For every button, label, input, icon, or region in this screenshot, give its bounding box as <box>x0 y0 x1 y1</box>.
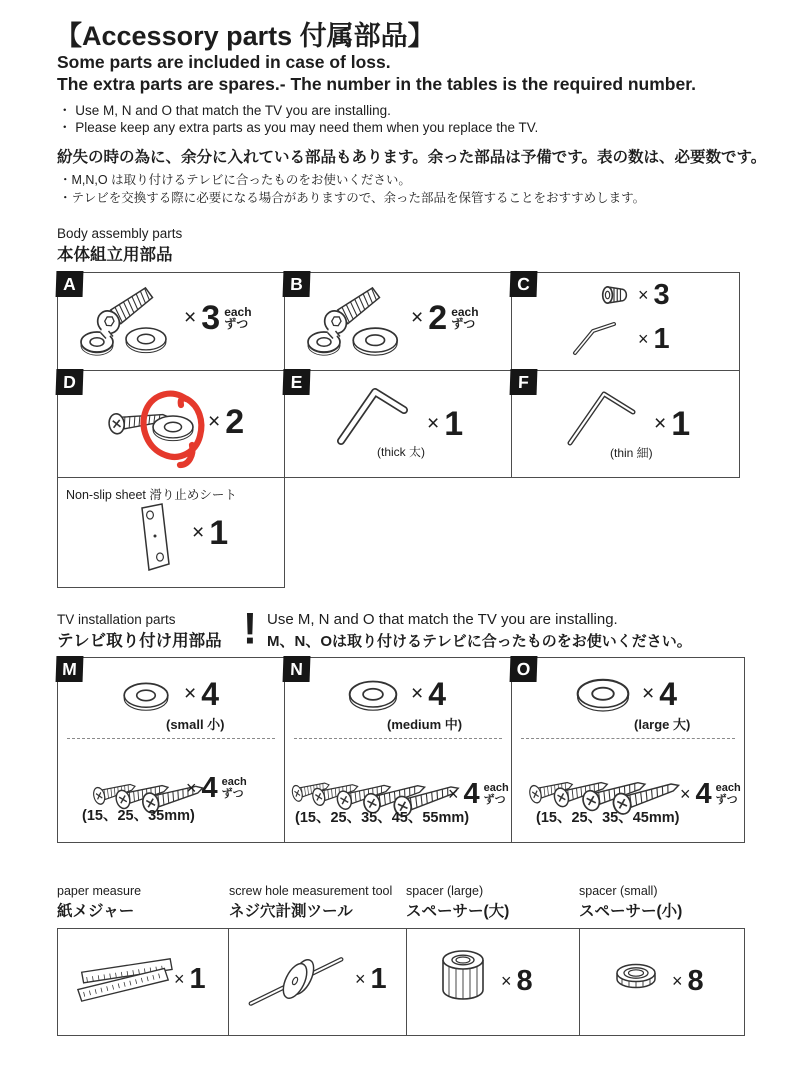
quantity-number: 1 <box>653 323 670 355</box>
each-label <box>451 306 478 331</box>
divider <box>67 738 275 739</box>
part-c-letter-tag: C <box>510 271 538 297</box>
part-o-screw-quantity <box>680 780 741 809</box>
part-box-e <box>284 370 512 478</box>
each-label-en: each <box>451 304 479 319</box>
part-a-quantity <box>184 301 252 335</box>
part-box-a <box>57 272 285 371</box>
part-m-letter-tag: M <box>56 656 84 682</box>
set-screw-illustration <box>600 283 628 307</box>
each-label-jp: ずつ <box>483 793 506 806</box>
paper-measure-label-en: paper measure <box>57 884 142 898</box>
times-symbol: × <box>192 521 205 544</box>
screw-washer-set-illustration <box>301 279 413 363</box>
part-o-letter-tag: O <box>510 656 538 682</box>
times-symbol: × <box>680 784 691 804</box>
quantity-number: 8 <box>687 965 704 997</box>
paper-measure-box <box>57 928 229 1036</box>
times-symbol: × <box>184 682 197 705</box>
part-e-letter-tag: E <box>283 369 311 395</box>
quantity-number: 4 <box>463 778 480 810</box>
part-b-quantity <box>411 301 479 335</box>
part-c-hexkey-quantity <box>638 325 670 354</box>
quantity-number: 3 <box>201 299 221 337</box>
paper-measure-label-jp: 紙メジャー <box>57 903 135 920</box>
times-symbol: × <box>411 682 424 705</box>
times-symbol: × <box>174 969 185 989</box>
screw-tool-label-en: screw hole measurement tool <box>229 884 393 898</box>
times-symbol: × <box>427 412 440 435</box>
screw-tool-illustration <box>243 945 351 1013</box>
times-symbol: × <box>654 412 667 435</box>
each-label-jp: ずつ <box>715 793 738 806</box>
hex-key-small-illustration <box>570 319 620 359</box>
hex-key-thick-illustration <box>331 383 417 449</box>
part-o-washer-quantity <box>642 678 677 710</box>
part-n-washer-quantity <box>411 678 446 710</box>
jp-notice-bold: 紛失の時の為に、余分に入れている部品もあります。余った部品は予備です。表の数は、必要数です。 <box>57 149 767 166</box>
times-symbol: × <box>501 971 512 991</box>
each-label <box>224 306 251 331</box>
times-symbol: × <box>672 971 683 991</box>
each-label <box>484 783 509 806</box>
quantity-number: 4 <box>201 676 220 712</box>
each-label-jp: ずつ <box>224 317 249 331</box>
quantity-number: 4 <box>428 676 447 712</box>
part-c-setscrew-quantity <box>638 281 670 310</box>
quantity-number: 3 <box>653 279 670 311</box>
nonslip-sheet-box <box>57 477 285 588</box>
nonslip-sheet-illustration <box>132 502 178 576</box>
part-e-note: (thick 太) <box>377 445 426 459</box>
times-symbol: × <box>638 329 649 349</box>
part-m-screw-quantity <box>186 774 247 803</box>
times-symbol: × <box>638 285 649 305</box>
part-d-quantity <box>208 405 244 439</box>
spacer-large-label-en: spacer (large) <box>406 884 484 898</box>
part-m-washer-size-label: (small 小) <box>166 717 225 732</box>
body-assembly-heading-jp: 本体組立用部品 <box>57 246 173 264</box>
quantity-number: 1 <box>671 405 691 443</box>
screw-tool-quantity <box>355 965 387 994</box>
spacer-small-box <box>579 928 745 1036</box>
each-label-en: each <box>221 776 247 788</box>
part-b-letter-tag: B <box>283 271 311 297</box>
quantity-number: 4 <box>695 778 712 810</box>
times-symbol: × <box>448 784 459 804</box>
tv-install-heading-jp: テレビ取り付け用部品 <box>57 632 222 650</box>
each-label-en: each <box>715 782 741 794</box>
part-n-screw-lengths: (15、25、35、45、55mm) <box>295 810 470 826</box>
spacer-large-label-jp: スペーサー(大) <box>406 903 510 920</box>
part-o-screw-lengths: (15、25、35、45mm) <box>536 810 680 826</box>
spacer-large-quantity <box>501 967 533 996</box>
quantity-number: 2 <box>428 299 448 337</box>
spacer-small-illustration <box>610 957 662 997</box>
each-label <box>222 777 247 800</box>
part-box-o <box>511 657 745 843</box>
quantity-number: 1 <box>189 963 206 995</box>
part-box-m <box>57 657 285 843</box>
divider <box>294 738 502 739</box>
tv-install-warning-en: Use M, N and O that match the TV you are installing. <box>267 611 618 628</box>
quantity-number: 1 <box>444 405 464 443</box>
each-label-en: each <box>224 304 252 319</box>
part-box-n <box>284 657 512 843</box>
each-label <box>716 783 741 806</box>
paper-measure-quantity <box>174 965 206 994</box>
red-circle-annotation <box>138 387 208 471</box>
nonslip-sheet-label: Non-slip sheet 滑り止めシート <box>66 488 237 502</box>
part-f-letter-tag: F <box>510 369 538 395</box>
part-box-f <box>511 370 740 478</box>
times-symbol: × <box>184 306 197 329</box>
part-f-quantity <box>654 407 690 441</box>
intro-line-1: Some parts are included in case of loss. <box>57 52 391 72</box>
times-symbol: × <box>186 778 197 798</box>
each-label-jp: ずつ <box>451 317 476 331</box>
bullet-jp-1: ・M,N,O は取り付けるテレビに合ったものをお使いください。 <box>59 173 411 187</box>
part-e-quantity <box>427 407 463 441</box>
quantity-number: 4 <box>659 676 678 712</box>
part-n-letter-tag: N <box>283 656 311 682</box>
warning-exclamation-icon: ! <box>243 603 257 654</box>
times-symbol: × <box>208 410 221 433</box>
spacer-small-quantity <box>672 967 704 996</box>
screw-tool-label-jp: ネジ穴計測ツール <box>229 903 353 920</box>
times-symbol: × <box>355 969 366 989</box>
times-symbol: × <box>642 682 655 705</box>
part-m-washer-quantity <box>184 678 219 710</box>
spacer-small-label-jp: スペーサー(小) <box>579 903 683 920</box>
screw-washer-set-illustration <box>74 279 186 363</box>
intro-line-2: The extra parts are spares.- The number in the tables is the required number. <box>57 74 696 94</box>
tv-install-heading-en: TV installation parts <box>57 612 176 627</box>
part-f-note: (thin 細) <box>610 446 653 460</box>
part-n-screw-quantity <box>448 780 509 809</box>
spacer-small-label-en: spacer (small) <box>579 884 658 898</box>
part-n-washer-size-label: (medium 中) <box>387 717 463 732</box>
paper-measure-illustration <box>74 945 174 1013</box>
tv-install-warning-jp: M、N、Oは取り付けるテレビに合ったものをお使いください。 <box>267 633 692 650</box>
part-o-washer-size-label: (large 大) <box>634 717 691 732</box>
quantity-number: 4 <box>201 772 218 804</box>
part-a-letter-tag: A <box>56 271 84 297</box>
bullet-en-2: ・ Please keep any extra parts as you may need them when you replace the TV. <box>58 120 539 135</box>
quantity-number: 1 <box>209 514 229 552</box>
washer-medium-illustration <box>347 678 399 713</box>
washer-large-illustration <box>574 676 632 714</box>
washer-small-illustration <box>122 680 170 713</box>
bullet-en-1: ・ Use M, N and O that match the TV you are installing. <box>58 103 391 118</box>
part-box-c <box>511 272 740 371</box>
quantity-number: 8 <box>516 965 533 997</box>
each-label-jp: ずつ <box>221 787 244 800</box>
quantity-number: 2 <box>225 403 245 441</box>
part-box-d <box>57 370 285 478</box>
body-assembly-heading-en: Body assembly parts <box>57 226 183 241</box>
each-label-en: each <box>483 782 509 794</box>
nonslip-quantity <box>192 516 228 550</box>
page-title: 【Accessory parts 付属部品】 <box>55 21 435 51</box>
part-d-letter-tag: D <box>56 369 84 395</box>
screw-tool-box <box>228 928 407 1036</box>
times-symbol: × <box>411 306 424 329</box>
spacer-large-illustration <box>437 945 489 1009</box>
part-box-b <box>284 272 512 371</box>
quantity-number: 1 <box>370 963 387 995</box>
divider <box>521 738 735 739</box>
bullet-jp-2: ・テレビを交換する際に必要になる場合がありますので、余った部品を保管することをおすすめします。 <box>59 191 646 205</box>
hex-key-thin-illustration <box>560 385 646 451</box>
spacer-large-box <box>406 928 580 1036</box>
part-m-screw-lengths: (15、25、35mm) <box>82 808 195 824</box>
